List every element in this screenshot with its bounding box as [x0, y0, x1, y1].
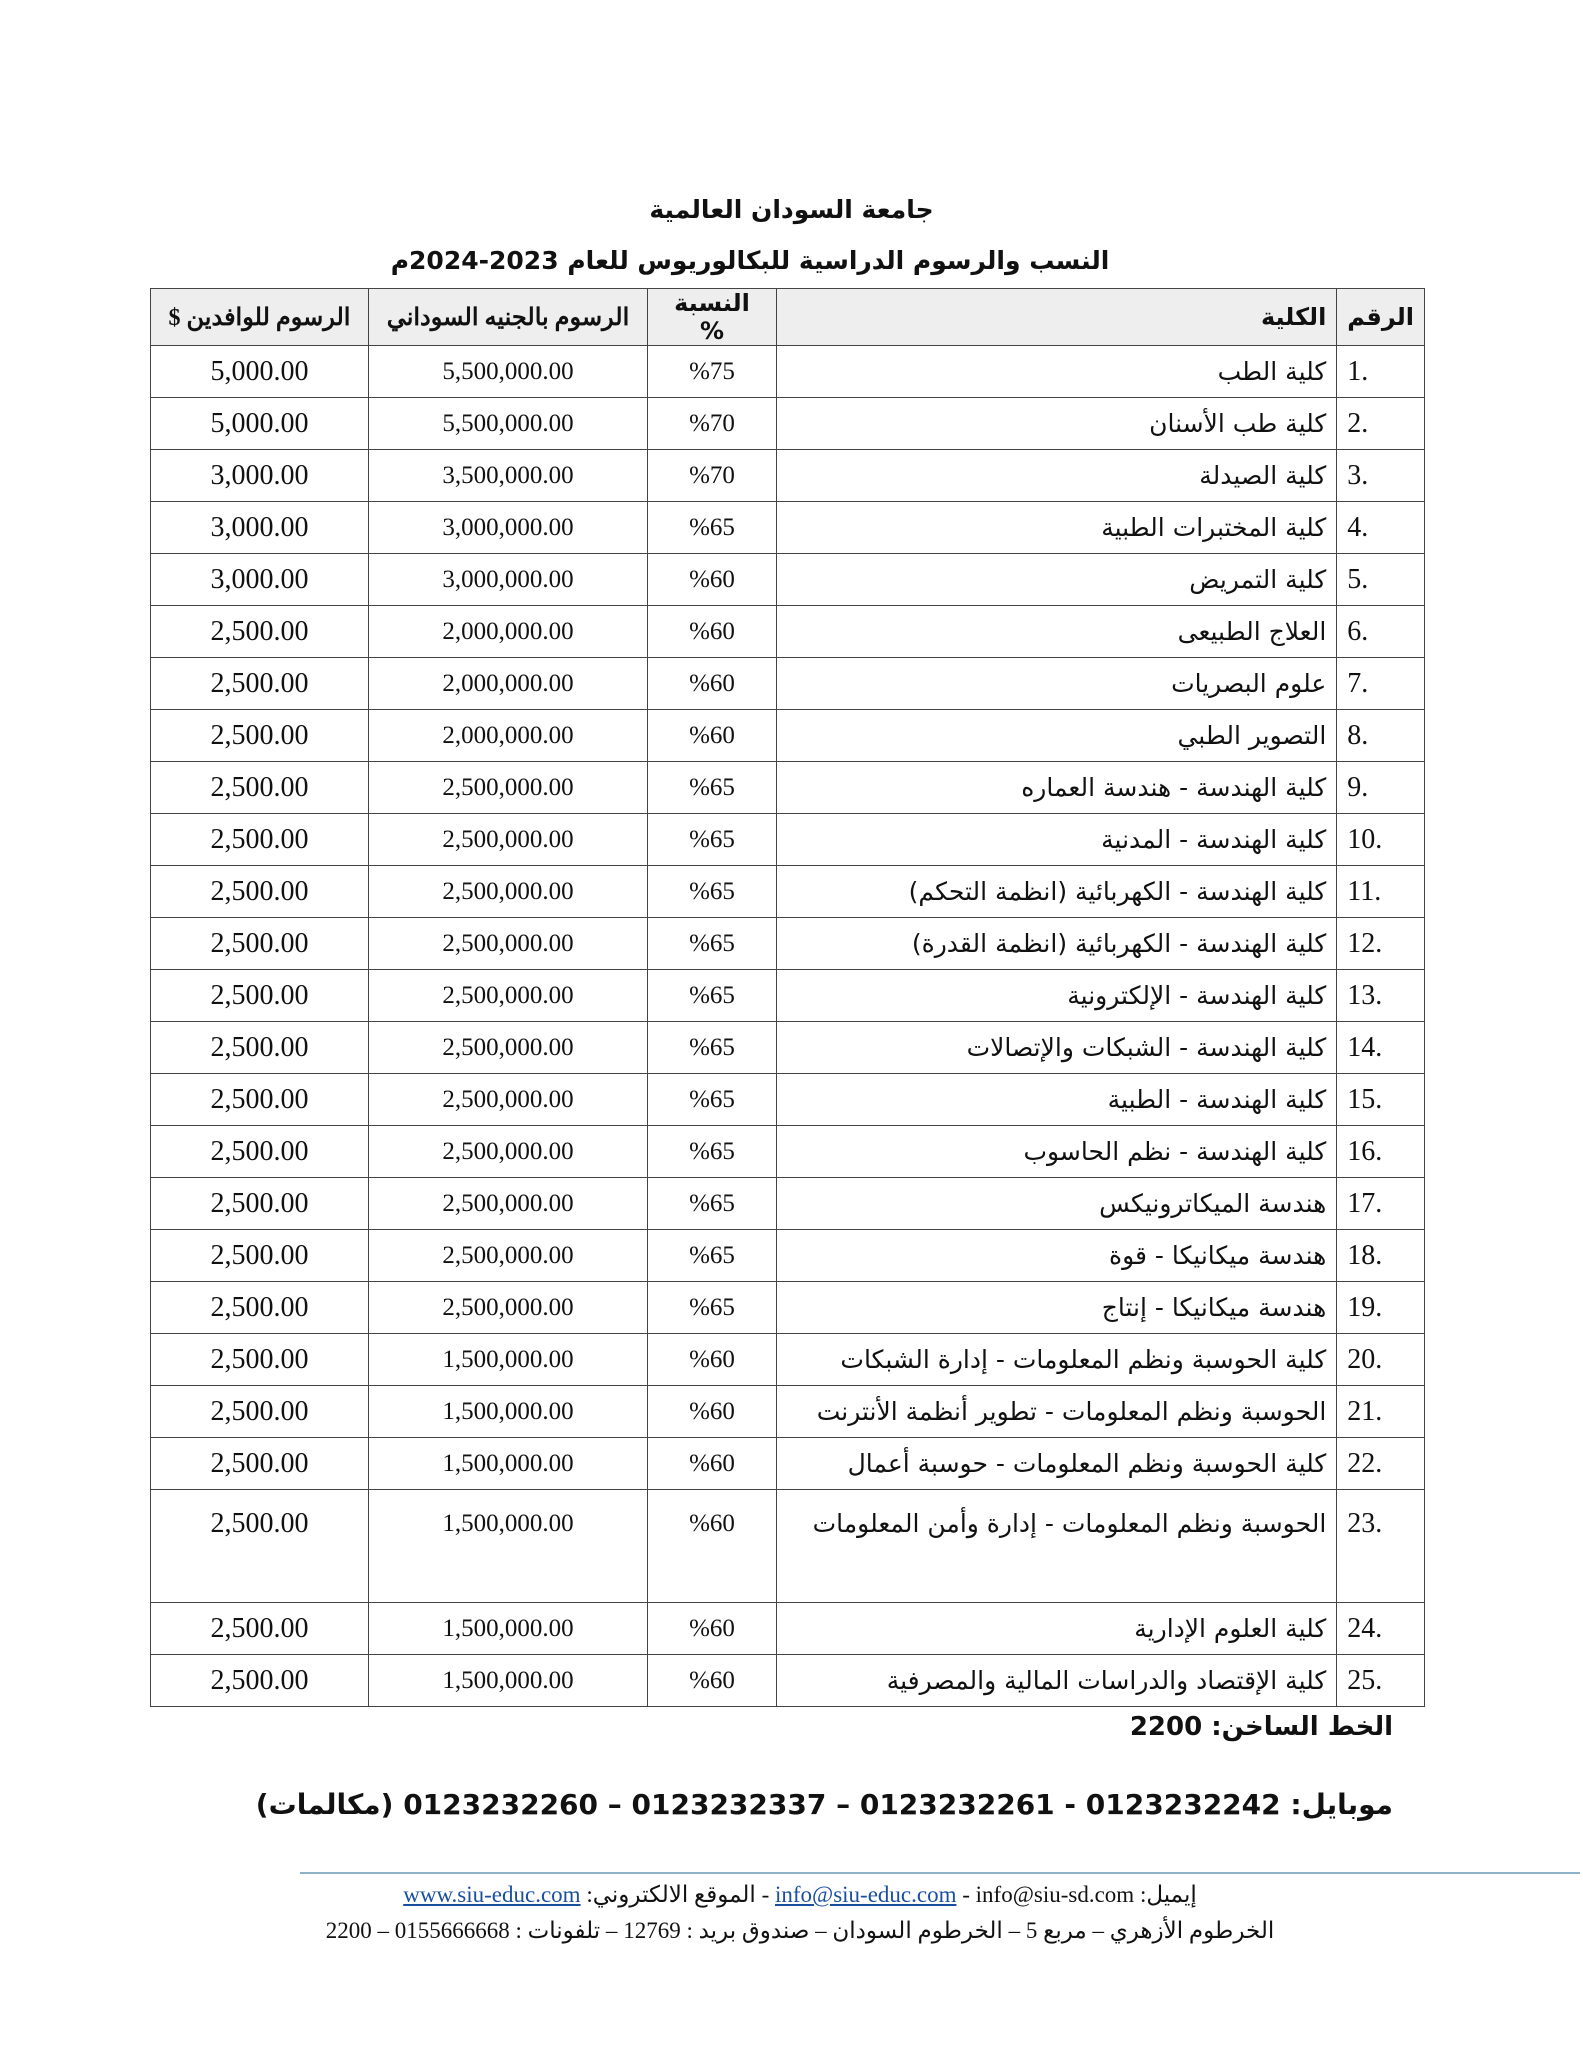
- row-fees-sdg: 3,500,000.00: [369, 450, 648, 502]
- table-row: [151, 450, 1425, 502]
- website-label: الموقع الالكتروني:: [586, 1882, 756, 1907]
- row-percentage: %60: [648, 710, 777, 762]
- row-number: 20.: [1337, 1334, 1425, 1386]
- row-percentage: %65: [648, 502, 777, 554]
- row-percentage: %60: [648, 1603, 777, 1655]
- row-college: كلية العلوم الإدارية: [777, 1603, 1337, 1655]
- table-row: [151, 398, 1425, 450]
- row-fees-usd: 3,000.00: [151, 450, 369, 502]
- row-percentage: %70: [648, 398, 777, 450]
- row-percentage: %65: [648, 1282, 777, 1334]
- table-row: [151, 502, 1425, 554]
- table-row: [151, 346, 1425, 398]
- row-fees-usd: 3,000.00: [151, 502, 369, 554]
- row-college: كلية الهندسة - الإلكترونية: [777, 970, 1337, 1022]
- table-row: [151, 1022, 1425, 1074]
- row-number: 7.: [1337, 658, 1425, 710]
- row-fees-usd: 5,000.00: [151, 346, 369, 398]
- row-fees-usd: 2,500.00: [151, 1386, 369, 1438]
- row-fees-sdg: 2,500,000.00: [369, 918, 648, 970]
- header-num: الرقم: [1337, 289, 1425, 346]
- table-row: [151, 1074, 1425, 1126]
- row-fees-usd: 2,500.00: [151, 1022, 369, 1074]
- row-fees-sdg: 5,500,000.00: [369, 346, 648, 398]
- row-fees-usd: 2,500.00: [151, 1230, 369, 1282]
- row-college: هندسة الميكاترونيكس: [777, 1178, 1337, 1230]
- row-fees-usd: 2,500.00: [151, 1126, 369, 1178]
- row-college: كلية الهندسة - هندسة العماره: [777, 762, 1337, 814]
- row-percentage: %65: [648, 814, 777, 866]
- header-percentage: النسبة %: [648, 289, 777, 346]
- row-fees-usd: 2,500.00: [151, 918, 369, 970]
- row-percentage: %65: [648, 970, 777, 1022]
- row-fees-sdg: 1,500,000.00: [369, 1334, 648, 1386]
- row-percentage: %65: [648, 1022, 777, 1074]
- table-row: [151, 554, 1425, 606]
- row-college: كلية الهندسة - الكهربائية (انظمة القدرة): [777, 918, 1337, 970]
- table-body: [151, 346, 1425, 1707]
- header-fees-usd: الرسوم للوافدين $: [151, 289, 369, 346]
- mobile-numbers: موبايل: 0123232242 - 0123232261 – 0123232337 – 0123232260 (مكالمات): [255, 1788, 1393, 1821]
- header-college: الكلية: [777, 289, 1337, 346]
- row-fees-usd: 2,500.00: [151, 1603, 369, 1655]
- row-percentage: %65: [648, 918, 777, 970]
- row-fees-usd: 2,500.00: [151, 658, 369, 710]
- row-percentage: %70: [648, 450, 777, 502]
- row-fees-sdg: 2,500,000.00: [369, 970, 648, 1022]
- email-link[interactable]: info@siu-educ.com: [774, 1882, 957, 1907]
- row-percentage: %60: [648, 1334, 777, 1386]
- row-fees-usd: 2,500.00: [151, 1334, 369, 1386]
- row-college: العلاج الطبيعى: [777, 606, 1337, 658]
- row-fees-usd: 2,500.00: [151, 606, 369, 658]
- table-row: [151, 1178, 1425, 1230]
- row-number: 21.: [1337, 1386, 1425, 1438]
- row-number: 11.: [1337, 866, 1425, 918]
- row-fees-sdg: 1,500,000.00: [369, 1603, 648, 1655]
- row-fees-usd: 2,500.00: [151, 1655, 369, 1707]
- fees-table: [150, 288, 1425, 1707]
- row-percentage: %60: [648, 1655, 777, 1707]
- table-row: [151, 710, 1425, 762]
- row-college: كلية الحوسبة ونظم المعلومات - إدارة الشبكات: [777, 1334, 1337, 1386]
- row-number: 24.: [1337, 1603, 1425, 1655]
- row-fees-usd: 2,500.00: [151, 866, 369, 918]
- email-label: إيميل:: [1139, 1882, 1197, 1907]
- row-percentage: %65: [648, 866, 777, 918]
- row-fees-sdg: 2,500,000.00: [369, 1126, 648, 1178]
- row-fees-sdg: 2,500,000.00: [369, 1178, 648, 1230]
- row-fees-usd: 3,000.00: [151, 554, 369, 606]
- website-link[interactable]: www.siu-educ.com: [403, 1882, 581, 1907]
- row-fees-sdg: 1,500,000.00: [369, 1438, 648, 1490]
- row-number: 4.: [1337, 502, 1425, 554]
- row-percentage: %65: [648, 1074, 777, 1126]
- row-percentage: %60: [648, 1490, 777, 1603]
- table-row: [151, 1655, 1425, 1707]
- row-percentage: %65: [648, 1230, 777, 1282]
- row-number: 10.: [1337, 814, 1425, 866]
- table-row: [151, 970, 1425, 1022]
- row-number: 17.: [1337, 1178, 1425, 1230]
- row-fees-sdg: 2,500,000.00: [369, 1074, 648, 1126]
- row-number: 23.: [1337, 1490, 1425, 1603]
- row-fees-usd: 2,500.00: [151, 1282, 369, 1334]
- row-number: 18.: [1337, 1230, 1425, 1282]
- row-college: كلية الإقتصاد والدراسات المالية والمصرفية: [777, 1655, 1337, 1707]
- row-college: كلية الطب: [777, 346, 1337, 398]
- row-college: علوم البصريات: [777, 658, 1337, 710]
- row-fees-usd: 2,500.00: [151, 1490, 369, 1603]
- table-row: [151, 1230, 1425, 1282]
- row-college: التصوير الطبي: [777, 710, 1337, 762]
- table-row: [151, 1490, 1425, 1603]
- row-number: 8.: [1337, 710, 1425, 762]
- footer-divider: [300, 1872, 1580, 1874]
- row-college: كلية الحوسبة ونظم المعلومات - حوسبة أعمال: [777, 1438, 1337, 1490]
- row-college: الحوسبة ونظم المعلومات - تطوير أنظمة الأنترنت: [777, 1386, 1337, 1438]
- row-college: كلية المختبرات الطبية: [777, 502, 1337, 554]
- table-row: [151, 762, 1425, 814]
- row-number: 16.: [1337, 1126, 1425, 1178]
- separator: -: [755, 1882, 770, 1907]
- row-percentage: %65: [648, 762, 777, 814]
- row-fees-usd: 2,500.00: [151, 762, 369, 814]
- row-percentage: %65: [648, 1126, 777, 1178]
- row-fees-sdg: 2,500,000.00: [369, 866, 648, 918]
- table-row: [151, 814, 1425, 866]
- row-college: هندسة ميكانيكا - قوة: [777, 1230, 1337, 1282]
- row-college: كلية الهندسة - الشبكات والإتصالات: [777, 1022, 1337, 1074]
- row-percentage: %60: [648, 606, 777, 658]
- row-college: كلية الصيدلة: [777, 450, 1337, 502]
- row-percentage: %60: [648, 658, 777, 710]
- row-fees-sdg: 2,500,000.00: [369, 1022, 648, 1074]
- table-row: [151, 1603, 1425, 1655]
- row-college: كلية الهندسة - نظم الحاسوب: [777, 1126, 1337, 1178]
- row-college: الحوسبة ونظم المعلومات - إدارة وأمن المعلومات: [777, 1490, 1337, 1603]
- row-number: 22.: [1337, 1438, 1425, 1490]
- row-percentage: %60: [648, 554, 777, 606]
- table-row: [151, 1438, 1425, 1490]
- row-fees-sdg: 3,000,000.00: [369, 554, 648, 606]
- row-number: 2.: [1337, 398, 1425, 450]
- row-fees-usd: 2,500.00: [151, 710, 369, 762]
- fees-subtitle: النسب والرسوم الدراسية للبكالوريوس للعام 2023-2024م: [390, 246, 1110, 275]
- table-row: [151, 606, 1425, 658]
- row-fees-sdg: 1,500,000.00: [369, 1490, 648, 1603]
- row-fees-sdg: 2,500,000.00: [369, 814, 648, 866]
- row-number: 19.: [1337, 1282, 1425, 1334]
- row-fees-usd: 2,500.00: [151, 970, 369, 1022]
- row-number: 14.: [1337, 1022, 1425, 1074]
- row-college: كلية طب الأسنان: [777, 398, 1337, 450]
- row-number: 13.: [1337, 970, 1425, 1022]
- row-fees-sdg: 2,000,000.00: [369, 658, 648, 710]
- row-fees-sdg: 1,500,000.00: [369, 1655, 648, 1707]
- table-row: [151, 1386, 1425, 1438]
- row-fees-sdg: 2,000,000.00: [369, 606, 648, 658]
- row-number: 9.: [1337, 762, 1425, 814]
- table-row: [151, 1282, 1425, 1334]
- row-percentage: %75: [648, 346, 777, 398]
- row-fees-usd: 2,500.00: [151, 1074, 369, 1126]
- table-row: [151, 1334, 1425, 1386]
- row-number: 5.: [1337, 554, 1425, 606]
- row-college: كلية الهندسة - الطبية: [777, 1074, 1337, 1126]
- table-row: [151, 658, 1425, 710]
- row-fees-sdg: 2,500,000.00: [369, 1230, 648, 1282]
- row-fees-sdg: 2,500,000.00: [369, 762, 648, 814]
- row-fees-sdg: 2,000,000.00: [369, 710, 648, 762]
- row-college: هندسة ميكانيكا - إنتاج: [777, 1282, 1337, 1334]
- table-row: [151, 866, 1425, 918]
- row-percentage: %65: [648, 1178, 777, 1230]
- row-fees-sdg: 1,500,000.00: [369, 1386, 648, 1438]
- row-fees-usd: 2,500.00: [151, 1178, 369, 1230]
- row-number: 6.: [1337, 606, 1425, 658]
- table-header-row: [151, 289, 1425, 346]
- row-college: كلية الهندسة - المدنية: [777, 814, 1337, 866]
- row-number: 1.: [1337, 346, 1425, 398]
- table-row: [151, 918, 1425, 970]
- hotline: الخط الساخن: 2200: [1129, 1712, 1393, 1742]
- row-percentage: %60: [648, 1438, 777, 1490]
- table-row: [151, 1126, 1425, 1178]
- footer-address: الخرطوم الأزهري – مربع 5 – الخرطوم السودان – صندوق بريد : 12769 – تلفونات : 0155666668 – 2200: [325, 1918, 1275, 1943]
- row-fees-usd: 2,500.00: [151, 1438, 369, 1490]
- row-number: 25.: [1337, 1655, 1425, 1707]
- row-fees-sdg: 3,000,000.00: [369, 502, 648, 554]
- separator: -: [962, 1882, 976, 1907]
- row-number: 3.: [1337, 450, 1425, 502]
- row-fees-usd: 2,500.00: [151, 814, 369, 866]
- email-secondary: info@siu-sd.com: [975, 1882, 1135, 1907]
- row-college: كلية التمريض: [777, 554, 1337, 606]
- row-percentage: %60: [648, 1386, 777, 1438]
- university-title: جامعة السودان العالمية: [649, 195, 934, 224]
- footer-contact-line: [300, 1882, 1300, 1908]
- row-number: 15.: [1337, 1074, 1425, 1126]
- row-fees-sdg: 2,500,000.00: [369, 1282, 648, 1334]
- header-fees-sdg: الرسوم بالجنيه السوداني: [369, 289, 648, 346]
- row-fees-sdg: 5,500,000.00: [369, 398, 648, 450]
- row-fees-usd: 5,000.00: [151, 398, 369, 450]
- row-college: كلية الهندسة - الكهربائية (انظمة التحكم): [777, 866, 1337, 918]
- row-number: 12.: [1337, 918, 1425, 970]
